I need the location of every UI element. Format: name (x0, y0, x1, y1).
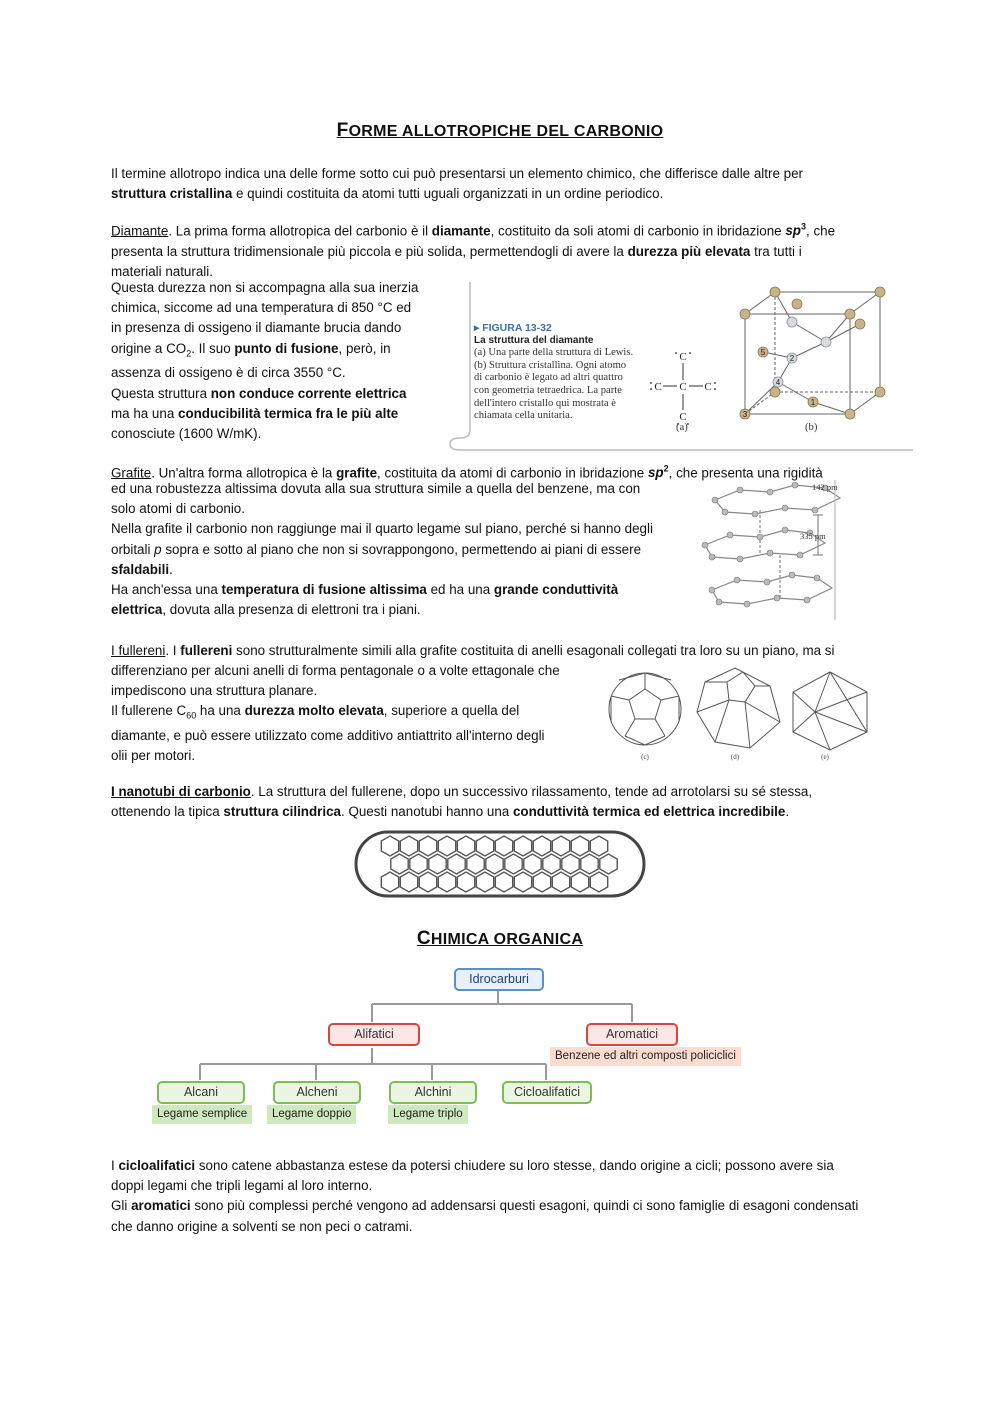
diamond-crystal-cell (733, 284, 893, 424)
svg-text:C: C (679, 411, 687, 423)
nanotube-hexagon (476, 872, 493, 892)
nanotube-hexagon (562, 854, 579, 874)
nanotube-hexagon (600, 854, 617, 874)
tree-node-idrocarburi: Idrocarburi (454, 968, 544, 991)
nanotube-hexagon (533, 836, 550, 856)
diamond-caption: ▸ FIGURA 13-32 La struttura del diamante (a) Una parte della struttura di Lewis. (b) Struttura cristallina. Ogni atomo di carbonio è legato ad altri quattro con geometria tetraedrica. La parte dell'intero cristallo qui mostrata è chiamata cella unitaria. (474, 322, 634, 422)
svg-text:C: C (704, 381, 712, 393)
svg-text:4: 4 (775, 378, 781, 387)
tree-note-alcheni: Legame doppio (267, 1105, 356, 1124)
nanotube-hexagon (590, 872, 607, 892)
nanotube-hexagon (457, 836, 474, 856)
tree-node-alcheni: Alcheni (273, 1081, 361, 1104)
fullerenes-paragraph: differenziano per alcuni anelli di forma pentagonale o a volte ettagonale che impediscono una struttura planare. Il fullerene $C_{60}$ ha una durezza molto elevata, superiore a quella del diamante, e può essere utilizzato come additivo antiattrito all'interno degli olii per motori. (111, 663, 560, 764)
nanotube-hexagon (581, 854, 598, 874)
svg-text:2: 2 (789, 354, 795, 363)
svg-text:5: 5 (760, 348, 766, 357)
nanotube-hexagon (391, 854, 408, 874)
svg-text:C: C (679, 351, 687, 363)
nanotube-hexagon (448, 854, 465, 874)
nanotube-hexagon (514, 872, 531, 892)
diamond-paragraph: Diamante. La prima forma allotropica del carbonio è il diamante, costituito da soli atomi di carbonio in ibridazione $sp^3$, che presenta la struttura tridimensionale più piccola e più solida, permettendogli di avere la durezza più elevata tra tutti i materiali naturali. (111, 222, 836, 279)
nanotube-hexagon (400, 836, 417, 856)
svg-text:(c): (c) (641, 753, 649, 761)
nanotube-hexagon (495, 872, 512, 892)
tree-node-alcani: Alcani (157, 1081, 245, 1104)
page-title-allotropes: FORME ALLOTROPICHE DEL CARBONIO (336, 120, 664, 141)
diamond-details: Questa durezza non si accompagna alla sua inerzia chimica, siccome ad una temperatura di 850 °C ed in presenza di ossigeno il diamante brucia dando origine a $CO_2$. Il suo punto di fusione, però, in assenza di ossigeno è di circa 3550 °C. Questa struttura non conduce corrente elettrica ma ha una conducibilità termica fra le più alte conosciute (1600 W/mK). (111, 280, 419, 442)
svg-text:C: C (654, 381, 662, 393)
nanotube-hexagon (381, 872, 398, 892)
graphite-paragraph-head: Grafite. Un'altra forma allotropica è la grafite, costituita da atomi di carbonio in ibridazione $sp^2$, che presenta una rigidità (111, 464, 823, 481)
nanotube-hexagon (419, 872, 436, 892)
svg-text:142 pm: 142 pm (812, 482, 838, 492)
nanotube-hexagon (590, 836, 607, 856)
svg-text:(d): (d) (730, 753, 740, 761)
nanotube-hexagon (410, 854, 427, 874)
graphite-layers-diagram (700, 480, 850, 620)
figure-label-b: (b) (805, 422, 818, 433)
nanotube-hexagon (552, 836, 569, 856)
nanotube-diagram (352, 828, 648, 900)
nanotube-hexagon (505, 854, 522, 874)
nanotube-hexagon (552, 872, 569, 892)
diamond-figure (448, 280, 913, 452)
nanotube-hexagon (438, 872, 455, 892)
tree-node-alifatici: Alifatici (328, 1023, 420, 1046)
svg-text:(e): (e) (821, 753, 829, 761)
tree-node-alchini: Alchini (389, 1081, 477, 1104)
nanotube-hexagon (429, 854, 446, 874)
nanotube-hexagon (486, 854, 503, 874)
page-title-organic-chemistry: CHIMICA ORGANICA (416, 928, 584, 949)
tree-note-aromatici: Benzene ed altri composti policiclici (550, 1047, 741, 1066)
final-paragraph: I cicloalifatici sono catene abbastanza estese da potersi chiudere su loro stesse, dando origine a cicli; possono avere sia doppi legami che tripli legami al loro interno. Gli aromatici sono più complessi perché vengono ad addensarsi questi esagoni, quindi ci sono famiglie di esagoni condensati che danno origine a solventi se non peci o catrami. (111, 1158, 859, 1234)
nanotubes-paragraph: I nanotubi di carbonio. La struttura del fullerene, dopo un successivo rilassamento, tende ad arrotolarsi su sé stessa, ottenendo la tipica struttura cilindrica. Questi nanotubi hanno una conduttività termica ed elettrica incredibile. (111, 784, 813, 820)
nanotube-hexagon (438, 836, 455, 856)
tree-note-alcani: Legame semplice (152, 1105, 252, 1124)
nanotube-hexagon (571, 872, 588, 892)
nanotube-hexagon (533, 872, 550, 892)
nanotube-hexagon (514, 836, 531, 856)
nanotube-hexagon (543, 854, 560, 874)
nanotube-hexagon (381, 836, 398, 856)
nanotube-hexagon (400, 872, 417, 892)
nanotube-hexagon (571, 836, 588, 856)
figure-label-a: (a) (676, 422, 688, 433)
svg-text:3: 3 (742, 410, 748, 419)
tree-note-alchini: Legame triplo (388, 1105, 468, 1124)
nanotube-hexagon (495, 836, 512, 856)
tree-node-aromatici: Aromatici (586, 1023, 678, 1046)
nanotube-hexagon (467, 854, 484, 874)
nanotube-hexagon (419, 836, 436, 856)
nanotube-hexagon (476, 836, 493, 856)
nanotube-hexagon (457, 872, 474, 892)
nanotube-hexagon (524, 854, 541, 874)
svg-text:C: C (679, 381, 687, 393)
fullerene-shapes-diagram (605, 664, 875, 762)
graphite-paragraph: ed una robustezza altissima dovuta alla sua struttura simile a quella del benzene, ma con solo atomi di carbonio. Nella grafite il carbonio non raggiunge mai il quarto legame sul piano, perché si hanno degli orbitali p sopra e sotto al piano che non si sovrappongono, permettendo ai piani di essere sfaldabili. Ha anch'essa una temperatura di fusione altissima ed ha una grande conduttività elettrica, dovuta alla presenza di elettroni tra i piani. (111, 481, 653, 618)
svg-text:1: 1 (810, 398, 816, 407)
intro-paragraph: Il termine allotropo indica una delle forme sotto cui può presentarsi un elemento chimico, che differisce dalle altre per struttura cristallina e quindi costituita da atomi tutti uguali organizzati in un ordine periodico. (111, 166, 803, 202)
tree-node-cicloalifatici: Cicloalifatici (502, 1081, 592, 1104)
svg-text:335 pm: 335 pm (800, 531, 826, 541)
fullerenes-paragraph-head: I fullereni. I fullereni sono strutturalmente simili alla grafite costituita di anelli esagonali collegati tra loro su un piano, ma si (111, 643, 835, 658)
